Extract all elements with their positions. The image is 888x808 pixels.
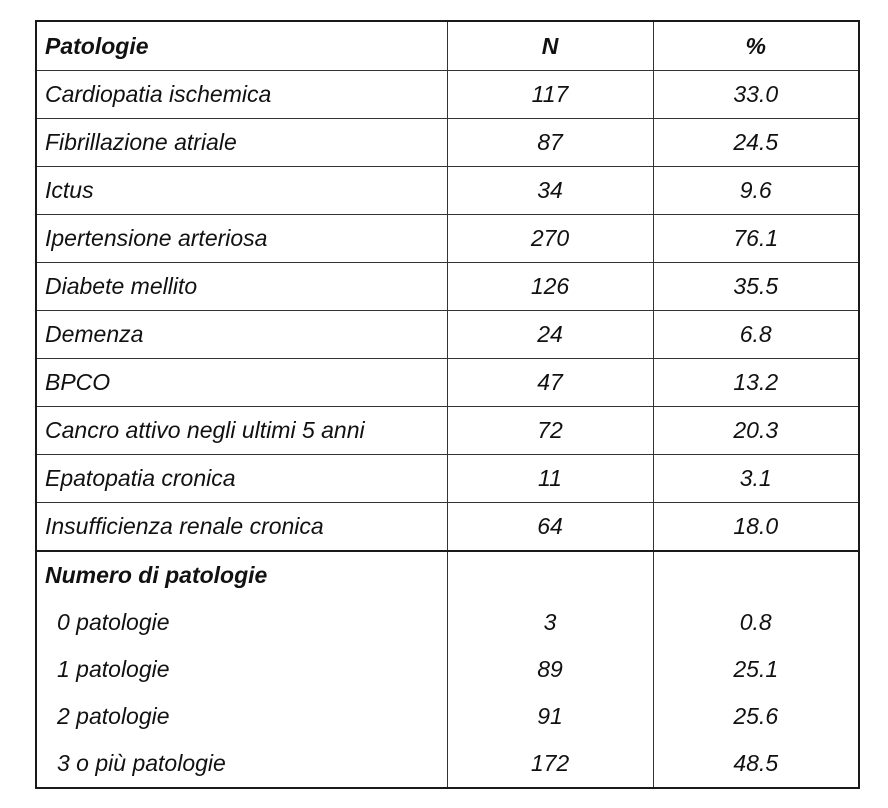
section-row-label: 0 patologie bbox=[36, 599, 447, 646]
table-row bbox=[36, 407, 859, 455]
section-row-n: 89 bbox=[447, 646, 653, 693]
section-row-label: 2 patologie bbox=[36, 693, 447, 740]
table-row bbox=[36, 119, 859, 167]
row-percent: 9.6 bbox=[653, 167, 859, 215]
section-row-label: 3 o più patologie bbox=[36, 740, 447, 788]
section-row-percent: 48.5 bbox=[653, 740, 859, 788]
row-label: Diabete mellito bbox=[36, 263, 447, 311]
section-row bbox=[36, 599, 859, 646]
row-n: 72 bbox=[447, 407, 653, 455]
section-row-percent: 25.6 bbox=[653, 693, 859, 740]
row-label: BPCO bbox=[36, 359, 447, 407]
row-percent: 76.1 bbox=[653, 215, 859, 263]
table-row bbox=[36, 455, 859, 503]
row-label: Cancro attivo negli ultimi 5 anni bbox=[36, 407, 447, 455]
table-row bbox=[36, 215, 859, 263]
table-row bbox=[36, 311, 859, 359]
table-header-row bbox=[36, 21, 859, 71]
section-row-percent: 0.8 bbox=[653, 599, 859, 646]
row-n: 126 bbox=[447, 263, 653, 311]
table-row bbox=[36, 359, 859, 407]
header-patologie: Patologie bbox=[36, 21, 447, 71]
row-label: Epatopatia cronica bbox=[36, 455, 447, 503]
row-label: Demenza bbox=[36, 311, 447, 359]
section-row bbox=[36, 693, 859, 740]
row-n: 270 bbox=[447, 215, 653, 263]
row-label: Cardiopatia ischemica bbox=[36, 71, 447, 119]
header-n: N bbox=[447, 21, 653, 71]
row-label: Ictus bbox=[36, 167, 447, 215]
table-row bbox=[36, 71, 859, 119]
section-row bbox=[36, 646, 859, 693]
row-percent: 33.0 bbox=[653, 71, 859, 119]
section-percent-empty bbox=[653, 551, 859, 599]
section-row bbox=[36, 740, 859, 788]
section-row-n: 91 bbox=[447, 693, 653, 740]
row-percent: 18.0 bbox=[653, 503, 859, 552]
row-percent: 6.8 bbox=[653, 311, 859, 359]
row-label: Ipertensione arteriosa bbox=[36, 215, 447, 263]
row-label: Insufficienza renale cronica bbox=[36, 503, 447, 552]
table-row bbox=[36, 503, 859, 552]
row-n: 87 bbox=[447, 119, 653, 167]
table-row bbox=[36, 263, 859, 311]
section-header-row bbox=[36, 551, 859, 599]
section-row-percent: 25.1 bbox=[653, 646, 859, 693]
row-n: 11 bbox=[447, 455, 653, 503]
section-row-n: 3 bbox=[447, 599, 653, 646]
header-percent: % bbox=[653, 21, 859, 71]
section-n-empty bbox=[447, 551, 653, 599]
row-percent: 3.1 bbox=[653, 455, 859, 503]
section-row-n: 172 bbox=[447, 740, 653, 788]
row-n: 47 bbox=[447, 359, 653, 407]
row-percent: 20.3 bbox=[653, 407, 859, 455]
row-percent: 13.2 bbox=[653, 359, 859, 407]
row-n: 64 bbox=[447, 503, 653, 552]
row-n: 117 bbox=[447, 71, 653, 119]
comorbidity-table bbox=[35, 20, 860, 789]
section-row-label: 1 patologie bbox=[36, 646, 447, 693]
row-n: 34 bbox=[447, 167, 653, 215]
row-percent: 24.5 bbox=[653, 119, 859, 167]
row-percent: 35.5 bbox=[653, 263, 859, 311]
row-n: 24 bbox=[447, 311, 653, 359]
row-label: Fibrillazione atriale bbox=[36, 119, 447, 167]
section-title: Numero di patologie bbox=[36, 551, 447, 599]
table-row bbox=[36, 167, 859, 215]
